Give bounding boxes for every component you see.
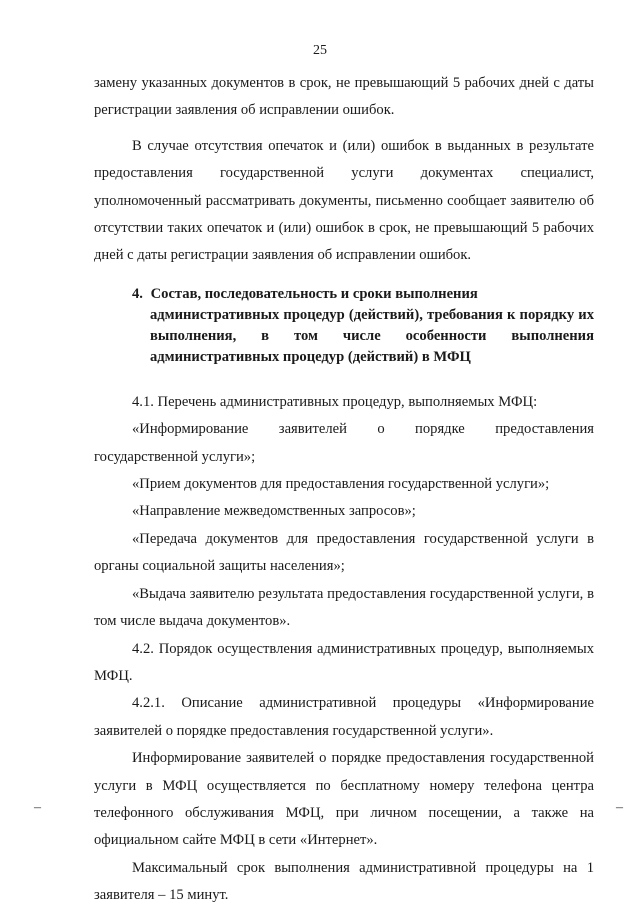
list-item: «Информирование заявителей о порядке предоставления государственной услуги»; (94, 421, 594, 465)
list-item: «Прием документов для предоставления государственной услуги»; (132, 476, 550, 493)
margin-mark-left: – (34, 800, 41, 815)
section-heading-rest: административных процедур (действий), требования к порядку их выполнения, в том числе особенности выполнения административных процедур (действий) в МФЦ (150, 306, 594, 365)
page-number: 25 (313, 43, 327, 58)
document-body (94, 70, 594, 910)
paragraph: 4.1. Перечень административных процедур, выполняемых МФЦ: (132, 393, 538, 410)
paragraph: Максимальный срок выполнения административной процедуры на 1 заявителя – 15 минут. (94, 859, 594, 904)
list-item: «Выдача заявителю результата предоставления государственной услуги, в том числе выдача документов». (94, 585, 594, 630)
paragraph: 4.2. Порядок осуществления административных процедур, выполняемых МФЦ. (94, 640, 594, 684)
paragraph: 4.2.1. Описание административной процедуры «Информирование заявителей о порядке предоставления государственной услуги». (94, 695, 594, 739)
paragraph: В случае отсутствия опечаток и (или) ошибок в выданных в результате предоставления государственной услуги документах специалист, уполномоченный рассматривать документы, письменно сообщает заявителю об отсутствии таких опечаток и (или) ошибок в срок, не превышающий 5 рабочих дней с даты регистрации заявления об исправлении ошибок. (94, 137, 594, 264)
section-heading (132, 284, 594, 368)
list-item: «Направление межведомственных запросов»; (132, 503, 416, 520)
section-heading-number: 4. (132, 285, 143, 302)
paragraph: замену указанных документов в срок, не превышающий 5 рабочих дней с даты регистрации заявления об исправлении ошибок. (94, 75, 594, 119)
list-item: «Передача документов для предоставления государственной услуги в органы социальной защиты населения»; (94, 530, 594, 575)
margin-mark-right: – (616, 800, 623, 815)
paragraph: Информирование заявителей о порядке предоставления государственной услуги в МФЦ осуществляется по бесплатному номеру телефона центра телефонного обслуживания МФЦ, при личном посещении, а также на официальном сайте МФЦ в сети «Интернет». (94, 750, 594, 849)
section-heading-first-line: Состав, последовательность и сроки выполнения (150, 285, 478, 302)
